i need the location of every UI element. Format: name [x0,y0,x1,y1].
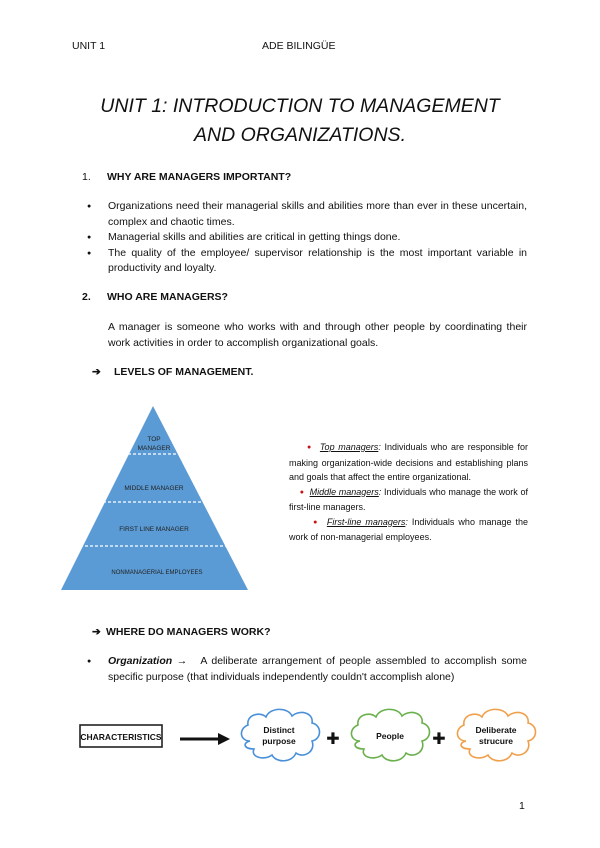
levels-list [289,440,528,545]
level-description: Individuals who manage the work of first-line managers. [289,486,528,512]
section-1-heading [82,171,291,183]
title-line-2: AND ORGANIZATIONS. [194,124,406,146]
cloud-text-line1: Deliberate [475,725,517,735]
bullet-dot: ● [307,444,313,451]
plus-icon: ✚ [432,731,446,748]
organization-definition: A deliberate arrangement of people assembled to accomplish some specific purpose (that individuals independently couldn't accomplish alone) [108,655,527,683]
level-description: Individuals who are responsible for making organization-wide decisions and establishing plans and goals that affect the entire organizational. [289,442,528,482]
bullet-dot: ● [299,488,305,496]
page-title [60,92,540,150]
characteristics-diagram [78,703,538,773]
list-item: ● The quality of the employee/ supervisor relationship is the most important variable in productivity and loyalty. [87,246,527,277]
level-colon: : [378,486,382,497]
pyramid-label-top-line2: MANAGER [137,445,171,452]
arrow-right-icon: ➔ [92,366,101,378]
list-item [289,515,528,545]
pyramid-label-middle: MIDDLE MANAGER [124,485,184,492]
title-line-1: UNIT 1: INTRODUCTION TO MANAGEMENT [100,95,500,117]
management-pyramid [59,404,259,594]
level-term: First-line managers [326,516,406,527]
pyramid-label-nonmanagerial: NONMANAGERIAL EMPLOYEES [111,570,203,576]
cloud-text-line2: purpose [262,736,296,746]
arrow-right-icon: ➔ [92,626,101,638]
pyramid-shape [61,406,248,590]
cloud-text-line1: People [376,731,404,741]
organization-term: Organization [108,655,173,667]
list-item: ● Organizations need their managerial skills and abilities more than ever in these uncertain, complex and chaotic times. [87,199,527,230]
levels-heading [92,366,253,378]
where-heading-text: WHERE DO MANAGERS WORK? [106,626,271,638]
list-item: ● Managerial skills and abilities are critical in getting things done. [87,230,527,246]
level-term: Top managers [319,442,379,452]
pyramid-label-top-line1: TOP [147,436,161,443]
section-1-title: WHY ARE MANAGERS IMPORTANT? [107,171,292,183]
list-item [281,485,528,515]
cloud-text-line2: strucure [478,736,514,746]
arrow-icon: → [176,655,188,667]
cloud-distinct-purpose [241,709,319,760]
header-left: UNIT 1 [72,40,106,52]
list-item [87,654,527,685]
bullet-dot: ● [313,518,319,526]
section-2-heading [82,291,228,303]
where-heading [92,626,271,638]
level-colon: : [378,442,381,452]
manager-definition: A manager is someone who works with and through other people by coordinating their work activities in order to accomplish organizational goals. [108,321,527,349]
level-colon: : [405,516,408,527]
organization-bullet [87,654,527,685]
plus-icon: ✚ [326,731,340,748]
cloud-text-line1: Distinct [263,725,295,735]
pyramid-label-first-line: FIRST LINE MANAGER [119,526,189,533]
level-term: Middle managers [309,486,379,497]
section-2-title: WHO ARE MANAGERS? [107,291,228,303]
cloud-people [351,709,429,760]
arrow-head-icon [218,733,230,745]
characteristics-label: CHARACTERISTICS [80,732,162,742]
levels-heading-text: LEVELS OF MANAGEMENT. [114,366,254,378]
level-description: Individuals who manage the work of non-managerial employees. [289,516,528,542]
header-center: ADE BILINGÜE [262,40,336,52]
cloud-deliberate-structure [457,709,535,760]
section-1-number: 1. [82,171,91,183]
page-number: 1 [519,800,525,812]
list-item [289,440,528,485]
section-2-number: 2. [82,291,91,303]
section-1-bullets [87,199,527,277]
